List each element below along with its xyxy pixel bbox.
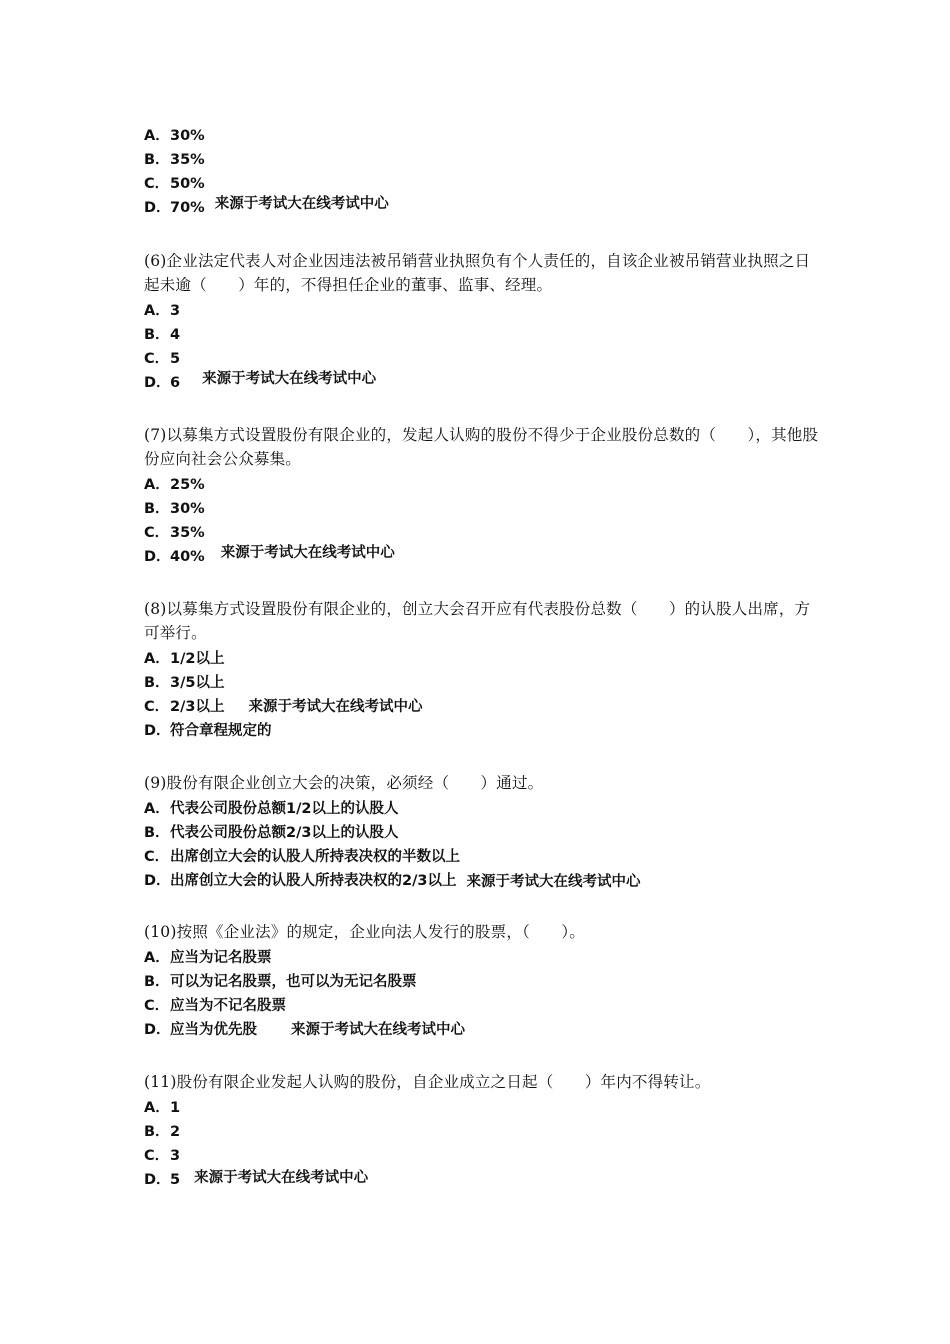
option-text: 应当为不记名股票: [170, 998, 286, 1014]
option-text: 符合章程规定的: [170, 723, 272, 739]
source-watermark: 来源于考试大在线考试中心: [214, 196, 389, 212]
option-letter: A．: [144, 801, 170, 817]
question-7: [144, 423, 824, 569]
option-letter: D．: [144, 200, 171, 216]
option-a: [144, 299, 824, 323]
option-a: [144, 946, 824, 970]
option-c: [144, 845, 824, 869]
question-10: [144, 920, 824, 1042]
option-c: [144, 695, 824, 719]
option-text: 3/5以上: [170, 675, 225, 691]
option-b: [144, 671, 824, 695]
option-text: 50%: [170, 176, 205, 192]
option-d: [144, 869, 824, 893]
option-letter: D．: [144, 1172, 171, 1188]
option-text: 25%: [170, 477, 205, 493]
option-letter: D．: [144, 1022, 171, 1038]
option-a: [144, 647, 824, 671]
option-letter: A．: [144, 950, 170, 966]
question-6: [144, 249, 824, 395]
option-text: 3: [170, 303, 181, 319]
option-letter: C．: [144, 998, 170, 1014]
option-c: [144, 1144, 824, 1168]
option-letter: C．: [144, 849, 170, 865]
option-a: [144, 124, 824, 148]
option-text: 可以为记名股票，也可以为无记名股票: [170, 974, 417, 990]
option-letter: C．: [144, 525, 170, 541]
question-text: (11)股份有限企业发起人认购的股份，自企业成立之日起（ ）年内不得转让。: [144, 1073, 711, 1091]
question-8: [144, 597, 824, 743]
option-d: [144, 1168, 824, 1192]
question-text: (7)以募集方式设置股份有限企业的，发起人认购的股份不得少于企业股份总数的（ ），其他股份应向社会公众募集。: [144, 426, 819, 468]
option-a: [144, 1096, 824, 1120]
option-letter: B．: [144, 327, 170, 343]
option-text: 6: [170, 375, 181, 391]
option-text: 2/3以上: [170, 699, 225, 715]
option-text: 应当为优先股: [170, 1022, 257, 1038]
option-letter: D．: [144, 873, 171, 889]
source-watermark: 来源于考试大在线考试中心: [220, 545, 395, 561]
option-text: 代表公司股份总额1/2以上的认股人: [170, 801, 399, 817]
option-a: [144, 797, 824, 821]
option-d: [144, 1018, 824, 1042]
option-c: [144, 521, 824, 545]
option-letter: B．: [144, 974, 170, 990]
question-text: (9)股份有限企业创立大会的决策，必须经（ ）通过。: [144, 774, 544, 792]
option-b: [144, 821, 824, 845]
option-text: 5: [170, 1172, 181, 1188]
option-text: 30%: [170, 128, 205, 144]
option-text: 代表公司股份总额2/3以上的认股人: [170, 825, 399, 841]
source-watermark: 来源于考试大在线考试中心: [291, 1022, 465, 1038]
option-letter: A．: [144, 303, 170, 319]
source-watermark: 来源于考试大在线考试中心: [466, 874, 641, 890]
option-b: [144, 497, 824, 521]
option-text: 出席创立大会的认股人所持表决权的2/3以上: [170, 873, 457, 889]
option-text: 1/2以上: [170, 651, 225, 667]
option-letter: A．: [144, 1100, 170, 1116]
option-text: 30%: [170, 501, 205, 517]
option-letter: D．: [144, 375, 171, 391]
option-letter: C．: [144, 176, 170, 192]
option-text: 1: [170, 1100, 181, 1116]
option-letter: A．: [144, 651, 170, 667]
option-letter: B．: [144, 501, 170, 517]
option-letter: B．: [144, 152, 170, 168]
option-letter: C．: [144, 1148, 170, 1164]
option-letter: A．: [144, 128, 170, 144]
option-d: [144, 545, 824, 569]
option-text: 40%: [170, 549, 205, 565]
option-text: 70%: [170, 200, 205, 216]
option-letter: B．: [144, 1124, 170, 1140]
question-11: [144, 1070, 824, 1192]
option-c: [144, 172, 824, 196]
option-c: [144, 347, 824, 371]
option-text: 出席创立大会的认股人所持表决权的半数以上: [170, 849, 460, 865]
option-b: [144, 323, 824, 347]
option-b: [144, 970, 824, 994]
option-text: 应当为记名股票: [170, 950, 272, 966]
question-5: [144, 124, 824, 220]
option-letter: B．: [144, 825, 170, 841]
source-watermark: 来源于考试大在线考试中心: [248, 699, 423, 715]
option-text: 4: [170, 327, 181, 343]
source-watermark: 来源于考试大在线考试中心: [202, 371, 377, 387]
source-watermark: 来源于考试大在线考试中心: [194, 1170, 369, 1186]
option-letter: C．: [144, 351, 170, 367]
option-text: 5: [170, 351, 181, 367]
option-text: 35%: [170, 525, 205, 541]
option-letter: B．: [144, 675, 170, 691]
option-text: 3: [170, 1148, 181, 1164]
option-d: [144, 719, 824, 743]
question-text: (6)企业法定代表人对企业因违法被吊销营业执照负有个人责任的，自该企业被吊销营业执照之日起未逾（ ）年的，不得担任企业的董事、监事、经理。: [144, 252, 811, 294]
option-letter: D．: [144, 723, 171, 739]
option-letter: C．: [144, 699, 170, 715]
option-b: [144, 1120, 824, 1144]
option-a: [144, 473, 824, 497]
option-text: 2: [170, 1124, 181, 1140]
option-text: 35%: [170, 152, 205, 168]
option-b: [144, 148, 824, 172]
question-text: (10)按照《企业法》的规定，企业向法人发行的股票，（ ）。: [144, 923, 586, 941]
option-d: [144, 196, 824, 220]
question-9: [144, 771, 824, 893]
option-c: [144, 994, 824, 1018]
option-letter: D．: [144, 549, 171, 565]
option-d: [144, 371, 824, 395]
option-letter: A．: [144, 477, 170, 493]
question-text: (8)以募集方式设置股份有限企业的，创立大会召开应有代表股份总数（ ）的认股人出席，方可举行。: [144, 600, 811, 642]
